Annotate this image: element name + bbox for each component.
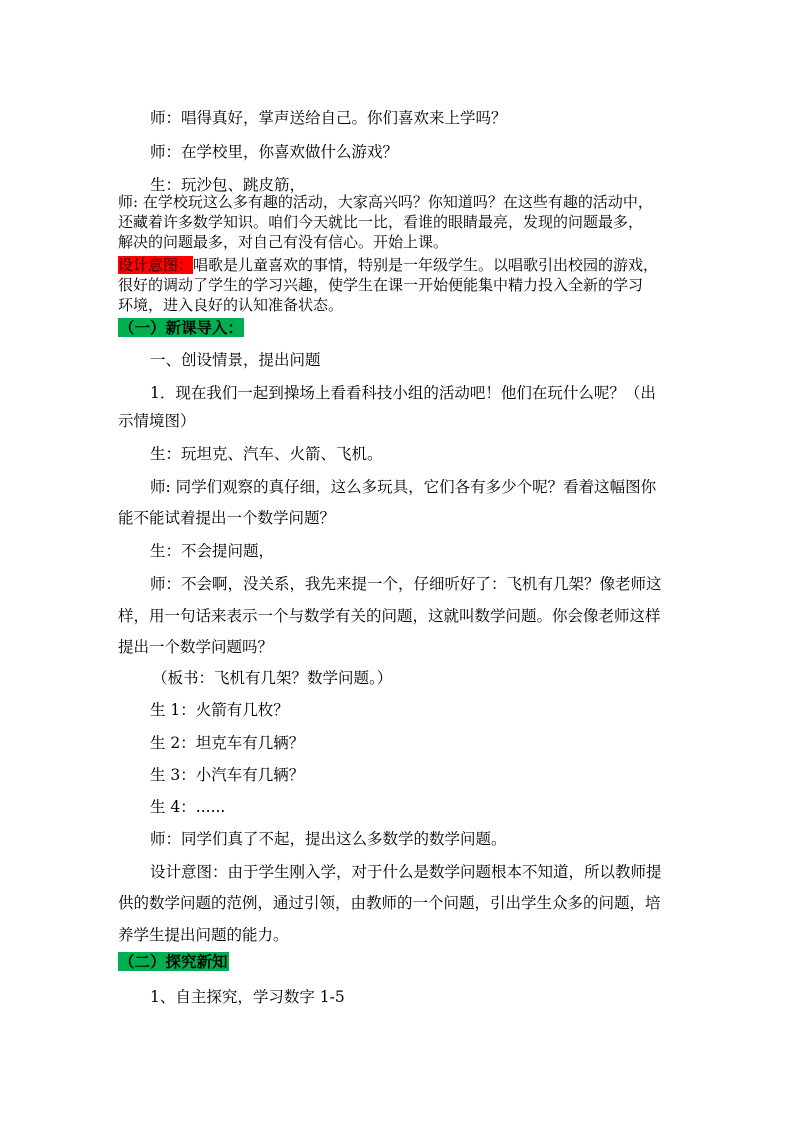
paragraph: 师：不会啊，没关系，我先来提一个，仔细听好了：飞机有几架？像老师这 <box>150 575 662 593</box>
paragraph: 1、自主探究，学习数字 1-5 <box>150 988 345 1006</box>
paragraph: 提出一个数学问题吗？ <box>118 638 274 656</box>
paragraph-text: 唱歌是儿童喜欢的事情，特别是一年级学生。以唱歌引出校园的游戏， <box>193 256 659 274</box>
paragraph: 师：同学们真了不起，提出这么多数学的数学问题。 <box>150 830 507 848</box>
section-heading-label: （二）探究新知 <box>119 952 228 971</box>
section-heading-label: （一）新课导入： <box>119 318 244 337</box>
paragraph: 环境，进入良好的认知准备状态。 <box>118 296 344 314</box>
paragraph: 生 4：...... <box>150 798 226 816</box>
paragraph: 供的数学问题的范例，通过引领，由教师的一个问题，引出学生众多的问题，培 <box>118 894 661 912</box>
paragraph: 设计意图：由于学生刚入学，对于什么是数学问题根本不知道，所以教师提 <box>150 863 662 881</box>
section-heading <box>118 318 244 338</box>
design-intent-paragraph <box>118 256 658 275</box>
paragraph: 生：玩坦克、汽车、火箭、飞机。 <box>150 445 383 463</box>
paragraph: 师：唱得真好，掌声送给自己。你们喜欢来上学吗？ <box>150 109 507 127</box>
paragraph: 一、创设情景，提出问题 <box>150 351 321 369</box>
paragraph: 还藏着许多数学知识。咱们今天就比一比，看谁的眼睛最亮，发现的问题最多， <box>118 213 644 231</box>
paragraph: 样，用一句话来表示一个与数学有关的问题，这就叫数学问题。你会像老师这样 <box>118 607 661 625</box>
design-intent-label: 设计意图： <box>118 256 194 274</box>
paragraph: 生 2：坦克车有几辆？ <box>150 734 305 752</box>
paragraph: 能不能试着提出一个数学问题？ <box>118 509 336 527</box>
paragraph: 生 3：小汽车有几辆？ <box>150 766 305 784</box>
paragraph: 解决的问题最多，对自己有没有信心。开始上课。 <box>118 233 449 251</box>
paragraph: 示情境图） <box>118 412 196 430</box>
paragraph: 养学生提出问题的能力。 <box>118 926 289 944</box>
paragraph: 师: 在学校玩这么多有趣的活动，大家高兴吗？你知道吗？在这些有趣的活动中， <box>118 193 653 211</box>
paragraph: 师: 同学们观察的真仔细，这么多玩具，它们各有多少个呢？看着这幅图你 <box>150 478 657 496</box>
paragraph: 师：在学校里，你喜欢做什么游戏？ <box>150 143 399 161</box>
section-heading <box>118 952 229 972</box>
paragraph: （板书：飞机有几架？数学问题。） <box>152 669 393 687</box>
paragraph: 生：玩沙包、跳皮筋， <box>150 176 306 194</box>
paragraph: 1．现在我们一起到操场上看看科技小组的活动吧！他们在玩什么呢？（出 <box>150 384 656 402</box>
paragraph: 生：不会提问题， <box>150 542 275 560</box>
paragraph: 生 1：火箭有几枚？ <box>150 701 289 719</box>
paragraph: 很好的调动了学生的学习兴趣，使学生在课一开始便能集中精力投入全新的学习 <box>118 276 644 294</box>
